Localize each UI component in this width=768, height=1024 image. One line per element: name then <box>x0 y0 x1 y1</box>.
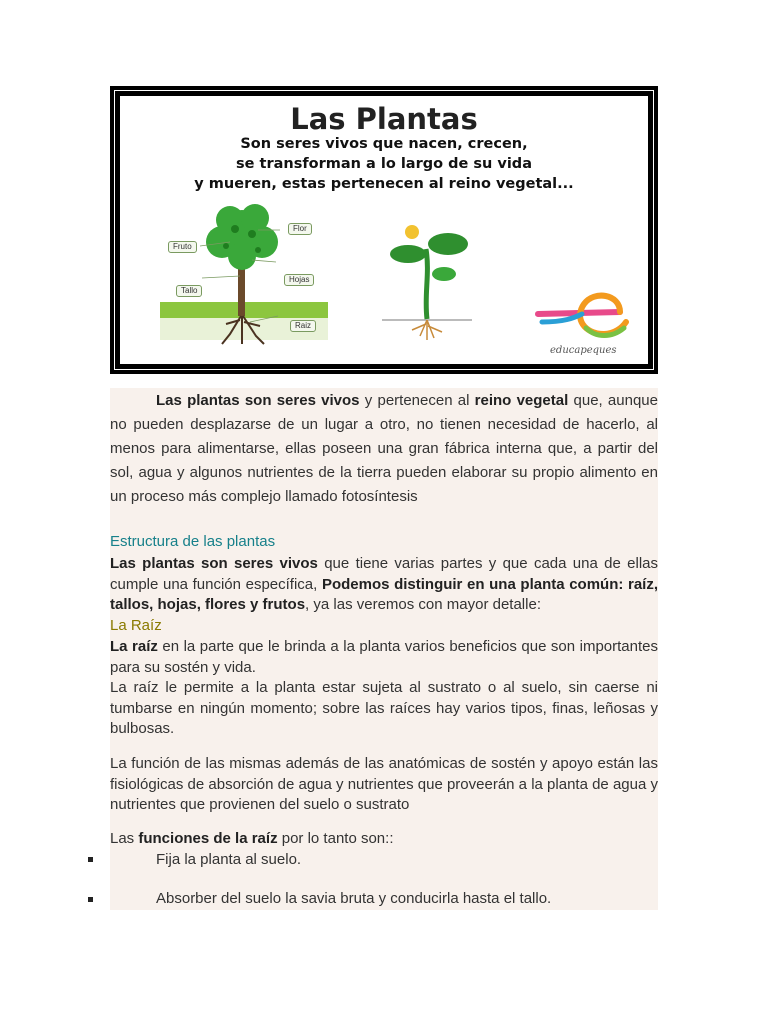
raiz-bold-1: La raíz <box>110 638 158 655</box>
tree-label-tallo: Tallo <box>176 285 202 297</box>
intro-text-1: y pertenecen al <box>359 392 475 409</box>
banner-subtitle-line-2: se transforman a lo largo de su vida <box>236 156 532 172</box>
banner-canvas <box>120 96 648 364</box>
intro-paragraph <box>110 389 658 509</box>
estructura-bold-1: Las plantas son seres vivos <box>110 555 318 572</box>
funciones-pre: Las <box>110 830 139 847</box>
banner-title: Las Plantas <box>290 102 478 136</box>
raiz-paragraph-1 <box>110 637 658 678</box>
logo-text: educapeques <box>550 345 617 356</box>
bullet-icon <box>88 857 93 862</box>
banner-subtitle-line-1: Son seres vivos que nacen, crecen, <box>240 136 528 152</box>
bullet-icon <box>88 897 93 902</box>
estructura-bold-2: Podemos distinguir en una planta común: raíz, tallos, hojas, flores y frutos <box>110 575 659 613</box>
estructura-paragraph <box>110 554 658 616</box>
intro-bold-reino: reino vegetal <box>474 392 569 409</box>
heading-estructura: Estructura de las plantas <box>110 533 276 550</box>
tree-label-flor: Flor <box>288 223 312 235</box>
intro-bold-plantas: Las plantas son seres vivos <box>156 392 360 409</box>
funciones-post: por lo tanto son:: <box>277 830 394 847</box>
tree-label-raiz: Raiz <box>290 320 316 332</box>
raiz-text-1: en la parte que le brinda a la planta varios beneficios que son importantes para su sostén y vida. <box>110 638 658 676</box>
estructura-text-1: que tiene varias partes y que cada una de ellas cumple una función específica, <box>110 555 658 593</box>
estructura-text-2: , ya las veremos con mayor detalle: <box>305 596 541 613</box>
list-item: Fija la planta al suelo. <box>156 851 302 868</box>
plants-banner <box>110 86 658 374</box>
tree-label-fruto: Fruto <box>168 241 197 253</box>
banner-frame <box>114 90 654 370</box>
heading-raiz: La Raíz <box>110 617 162 634</box>
seedling-illustration <box>382 224 492 344</box>
tree-label-hojas: Hojas <box>284 274 314 286</box>
funciones-bold: funciones de la raíz <box>138 830 278 847</box>
list-item: Absorber del suelo la savia bruta y conducirla hasta el tallo. <box>156 890 552 907</box>
banner-subtitle-line-3: y mueren, estas pertenecen al reino vegetal... <box>194 176 574 192</box>
funciones-paragraph <box>110 829 658 849</box>
raiz-paragraph-3: La función de las mismas además de las anatómicas de sostén y apoyo están las fisiológicas de absorción de agua y nutrientes que proveerán a la planta de agua y nutrientes que provienen del suelo o sustrato <box>110 755 658 813</box>
educapeques-logo-icon <box>534 288 630 344</box>
intro-text-2: que, aunque no pueden desplazarse de un lugar a otro, no tienen necesidad de hacerlo, al menos para alimentarse, ellas poseen una gran fábrica interna que, a partir del sol, agua y algunos nutrientes de la tierra pueden elaborar su propio alimento en un proceso más complejo llamado fotosíntesis <box>110 392 658 505</box>
raiz-paragraph-2: La raíz le permite a la planta estar sujeta al sustrato o al suelo, sin caerse ni tumbarse en ningún momento; sobre las raíces hay varios tipos, finas, leñosas y bulbosas. <box>110 679 658 737</box>
